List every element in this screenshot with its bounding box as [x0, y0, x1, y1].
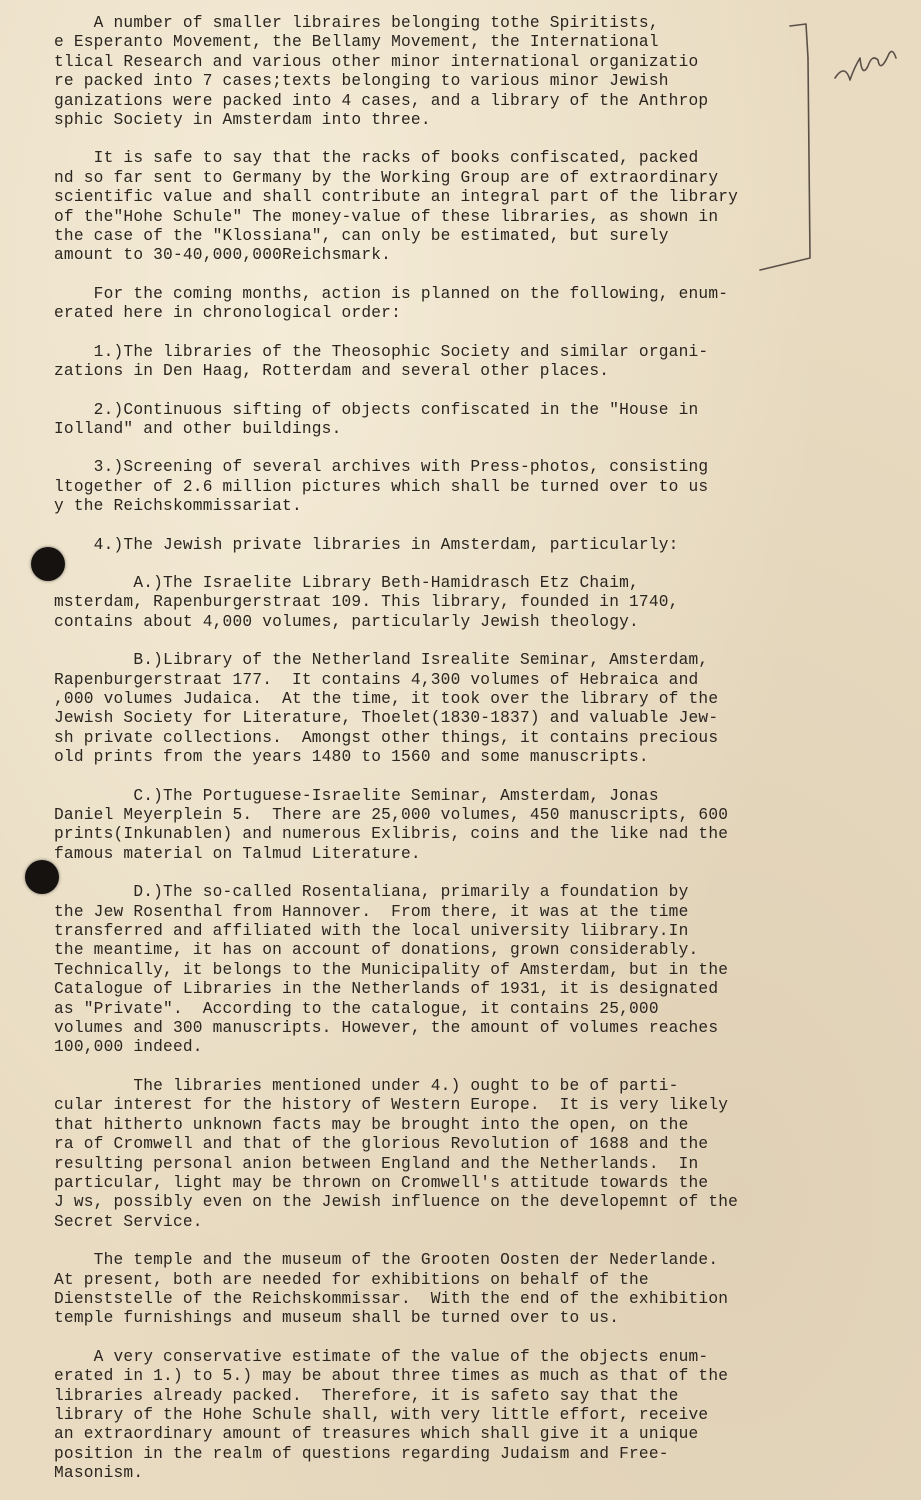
text-line: A very conservative estimate of the value of the objects enum-	[54, 1347, 709, 1366]
text-line: ltogether of 2.6 million pictures which shall be turned over to us	[54, 477, 709, 496]
text-line: volumes and 300 manuscripts. However, the amount of volumes reaches	[54, 1019, 719, 1038]
text-line: transferred and affiliated with the local university liibrary.In	[54, 922, 689, 941]
text-line: prints(Inkunablen) and numerous Exlibris, coins and the like nad the	[54, 825, 729, 844]
paragraph	[54, 787, 854, 865]
paragraph	[54, 536, 854, 555]
paragraph	[54, 574, 854, 632]
text-line: ra of Cromwell and that of the glorious Revolution of 1688 and the	[54, 1135, 709, 1154]
text-line: as "Private". According to the catalogue, it contains 25,000	[54, 999, 659, 1018]
text-line: erated here in chronological order:	[54, 304, 401, 323]
text-line: Rapenburgerstraat 177. It contains 4,300 volumes of Hebraica and	[54, 670, 699, 689]
text-line: J ws, possibly even on the Jewish influence on the developemnt of the	[54, 1193, 739, 1212]
text-line: erated in 1.) to 5.) may be about three times as much as that of the	[54, 1367, 729, 1386]
text-line: The libraries mentioned under 4.) ought to be of parti-	[54, 1076, 679, 1095]
text-line: Daniel Meyerplein 5. There are 25,000 volumes, 450 manuscripts, 600	[54, 806, 729, 824]
text-line: Technically, it belongs to the Municipality of Amsterdam, but in the	[54, 960, 729, 979]
text-line: C.)The Portuguese-Israelite Seminar, Amsterdam, Jonas	[54, 786, 659, 805]
text-line: contains about 4,000 volumes, particularly Jewish theology.	[54, 612, 639, 631]
paragraph	[54, 651, 854, 767]
text-line: sh private collections. Amongst other things, it contains precious	[54, 728, 719, 747]
text-line: Dienststelle of the Reichskommissar. With the end of the exhibition	[54, 1289, 729, 1308]
text-line: msterdam, Rapenburgerstraat 109. This library, founded in 1740,	[54, 593, 679, 612]
text-line: ,000 volumes Judaica. At the time, it took over the library of the	[54, 689, 719, 708]
text-line: famous material on Talmud Literature.	[54, 844, 421, 863]
text-line: tlical Research and various other minor international organizatio	[54, 52, 699, 71]
text-line: A number of smaller libraires belonging tothe Spiritists,	[54, 14, 659, 32]
paragraph	[54, 343, 854, 382]
text-line: resulting personal anion between England and the Netherlands. In	[54, 1154, 699, 1173]
text-line: 2.)Continuous sifting of objects confiscated in the "House in	[54, 400, 699, 419]
text-line: libraries already packed. Therefore, it is safeto say that the	[54, 1386, 679, 1405]
text-line: For the coming months, action is planned on the following, enum-	[54, 284, 729, 303]
text-line: old prints from the years 1480 to 1560 and some manuscripts.	[54, 748, 649, 767]
text-line: It is safe to say that the racks of books confiscated, packed	[54, 149, 699, 168]
text-line: that hitherto unknown facts may be brought into the open, on the	[54, 1115, 689, 1134]
text-line: scientific value and shall contribute an integral part of the library	[54, 188, 739, 207]
paragraph	[54, 883, 854, 1058]
text-line: y the Reichskommissariat.	[54, 497, 302, 516]
text-line: library of the Hohe Schule shall, with very little effort, receive	[54, 1405, 709, 1424]
text-line: the case of the "Klossiana", can only be estimated, but surely	[54, 227, 669, 246]
paragraph	[54, 1251, 854, 1329]
text-line: position in the realm of questions regarding Judaism and Free-	[54, 1444, 669, 1463]
text-line: the meantime, it has on account of donations, grown considerably.	[54, 941, 699, 960]
text-line: of the"Hohe Schule" The money-value of these libraries, as shown in	[54, 207, 719, 226]
text-line: the Jew Rosenthal from Hannover. From there, it was at the time	[54, 902, 689, 921]
text-line: 3.)Screening of several archives with Press-photos, consisting	[54, 458, 709, 477]
paragraph	[54, 1077, 854, 1232]
text-line: Masonism.	[54, 1464, 144, 1483]
text-line: sphic Society in Amsterdam into three.	[54, 111, 431, 130]
text-line: At present, both are needed for exhibitions on behalf of the	[54, 1270, 649, 1289]
text-line: Catalogue of Libraries in the Netherlands of 1931, it is designated	[54, 980, 719, 999]
text-line: re packed into 7 cases;texts belonging to various minor Jewish	[54, 72, 669, 91]
text-line: particular, light may be thrown on Cromwell's attitude towards the	[54, 1173, 709, 1192]
text-line: A.)The Israelite Library Beth-Hamidrasch Etz Chaim,	[54, 573, 639, 592]
text-line: amount to 30-40,000,000Reichsmark.	[54, 246, 392, 265]
paragraph	[54, 1348, 854, 1484]
text-line: The temple and the museum of the Grooten Oosten der Nederlande.	[54, 1251, 719, 1270]
text-line: 4.)The Jewish private libraries in Amsterdam, particularly:	[54, 535, 679, 554]
document-body	[54, 14, 854, 1484]
text-line: ganizations were packed into 4 cases, and a library of the Anthrop	[54, 91, 709, 110]
text-line: D.)The so-called Rosentaliana, primarily a foundation by	[54, 883, 689, 902]
text-line: e Esperanto Movement, the Bellamy Movement, the International	[54, 33, 659, 52]
text-line: nd so far sent to Germany by the Working Group are of extraordinary	[54, 168, 719, 187]
text-line: Secret Service.	[54, 1212, 203, 1231]
paragraph	[54, 285, 854, 324]
text-line: an extraordinary amount of treasures which shall give it a unique	[54, 1425, 699, 1444]
paragraph	[54, 14, 854, 130]
text-line: cular interest for the history of Western Europe. It is very likely	[54, 1096, 729, 1115]
text-line: 1.)The libraries of the Theosophic Society and similar organi-	[54, 342, 709, 361]
paragraph	[54, 401, 854, 440]
paragraph	[54, 149, 854, 265]
text-line: temple furnishings and museum shall be turned over to us.	[54, 1309, 620, 1328]
text-line: B.)Library of the Netherland Isrealite Seminar, Amsterdam,	[54, 651, 709, 670]
text-line: 100,000 indeed.	[54, 1038, 203, 1057]
text-line: Jewish Society for Literature, Thoelet(1830-1837) and valuable Jew-	[54, 709, 719, 728]
paragraph	[54, 458, 854, 516]
text-line: Iolland" and other buildings.	[54, 419, 342, 438]
text-line: zations in Den Haag, Rotterdam and several other places.	[54, 362, 610, 381]
